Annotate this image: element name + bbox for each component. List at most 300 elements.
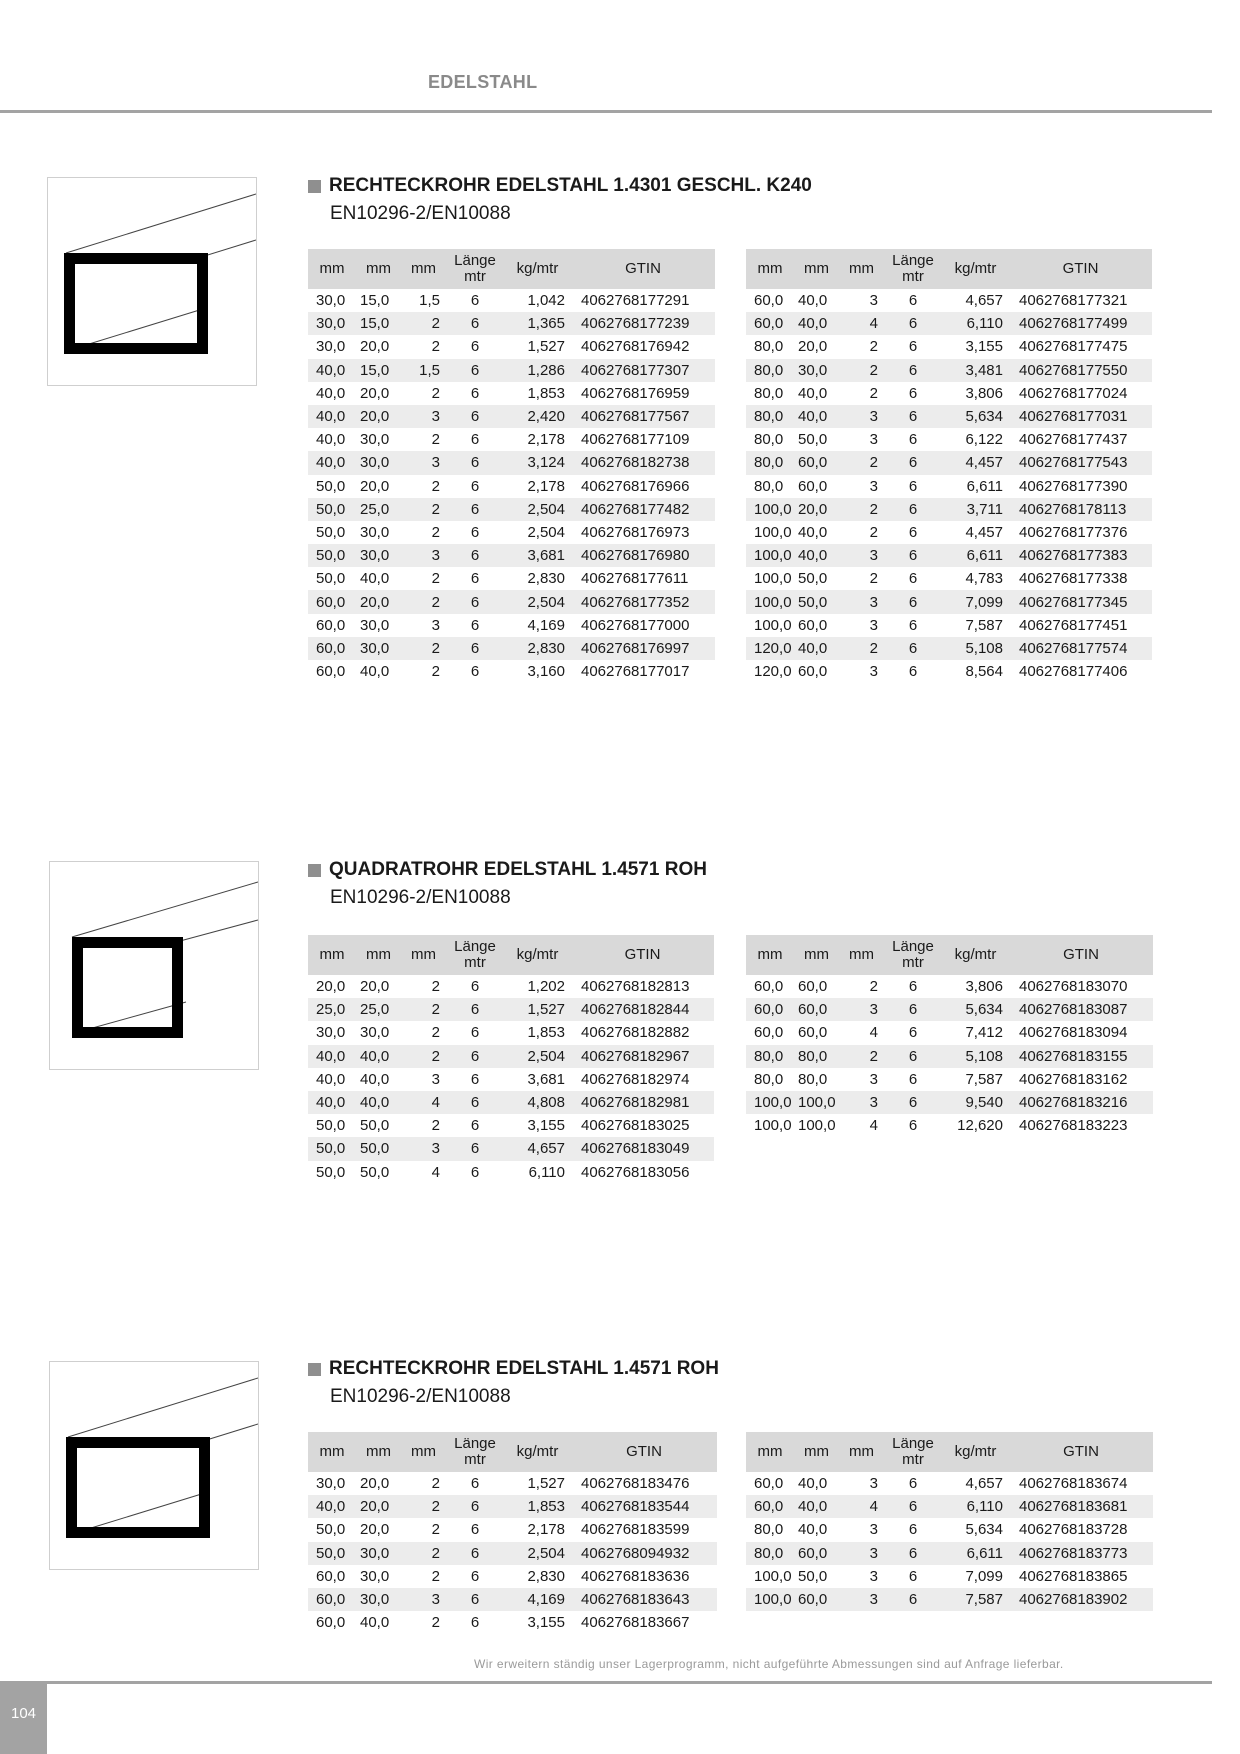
table-row: [308, 637, 715, 660]
table-cell: 60,0: [798, 616, 828, 634]
table-cell: 30,0: [316, 338, 346, 356]
table-cell: 7,587: [942, 1588, 1009, 1611]
table-cell: 1,365: [504, 312, 571, 335]
table-header-row: [308, 935, 714, 975]
table-row: [308, 521, 715, 544]
table-row: [746, 1565, 1153, 1588]
spec-table-right: [746, 935, 1153, 1137]
table-cell: 40,0: [798, 1475, 828, 1493]
table-header-row: [308, 249, 715, 289]
column-header: Länge mtr: [446, 249, 504, 289]
table-row: [746, 590, 1152, 613]
table-cell: 6: [446, 998, 504, 1021]
table-cell: 4062768177000: [581, 616, 690, 634]
column-header: kg/mtr: [942, 249, 1009, 289]
column-header: Länge mtr: [446, 935, 504, 975]
table-cell: 2,178: [527, 431, 565, 449]
table-cell: 4062768183476: [581, 1475, 690, 1493]
table-cell: 6,110: [942, 1495, 1009, 1518]
table-cell: 3: [869, 431, 878, 449]
table-cell: 20,0: [798, 338, 828, 356]
table-cell: 100,0: [794, 1091, 839, 1114]
table-cell: 2: [839, 359, 884, 382]
table-row: [308, 975, 714, 998]
table-cell: 2: [431, 978, 440, 996]
table-cell: 6: [446, 1045, 504, 1068]
table-cell: 60,0: [754, 978, 784, 996]
table-row: [308, 382, 715, 405]
table-cell: 100,0: [746, 1588, 794, 1611]
table-cell: 3: [869, 663, 878, 681]
table-cell: 4: [431, 1163, 440, 1181]
table-cell: 100,0: [798, 1117, 836, 1135]
table-cell: 6: [884, 998, 942, 1021]
table-cell: 3,711: [942, 498, 1009, 521]
table-cell: 2: [401, 1045, 446, 1068]
table-cell: 4062768177499: [1009, 312, 1152, 335]
table-cell: 4062768183162: [1019, 1070, 1128, 1088]
table-cell: 6,110: [942, 312, 1009, 335]
table-cell: 5,634: [965, 1521, 1003, 1539]
rectangular-tube-icon: [48, 178, 256, 385]
column-header: mm: [746, 249, 794, 289]
table-header-row: [308, 1432, 717, 1472]
table-row: [308, 1472, 717, 1495]
table-cell: 100,0: [754, 1117, 792, 1135]
table-cell: 20,0: [360, 477, 390, 495]
table-cell: 6: [884, 359, 942, 382]
table-cell: 20,0: [794, 498, 839, 521]
table-cell: 20,0: [360, 338, 390, 356]
table-cell: 50,0: [316, 1117, 346, 1135]
table-cell: 4062768177024: [1019, 384, 1128, 402]
table-cell: 4062768176959: [581, 384, 690, 402]
table-cell: 2,504: [504, 590, 571, 613]
table-cell: 80,0: [746, 1542, 794, 1565]
table-cell: 3: [431, 616, 440, 634]
table-cell: 1,527: [504, 998, 571, 1021]
table-cell: 15,0: [356, 312, 401, 335]
table-cell: 2: [839, 1045, 884, 1068]
table-row: [746, 521, 1152, 544]
column-header: Länge mtr: [884, 1432, 942, 1472]
table-cell: 30,0: [794, 359, 839, 382]
table-cell: 6: [446, 1495, 504, 1518]
table-cell: 4062768177321: [1019, 292, 1128, 310]
table-cell: 6: [908, 616, 918, 634]
table-cell: 40,0: [794, 544, 839, 567]
table-cell: 120,0: [754, 663, 792, 681]
table-cell: 3: [869, 1475, 878, 1493]
table-cell: 2: [431, 431, 440, 449]
table-cell: 3: [869, 1521, 878, 1539]
table-cell: 3: [839, 1542, 884, 1565]
table-cell: 5,108: [942, 637, 1009, 660]
table-cell: 50,0: [316, 570, 346, 588]
table-row: [308, 544, 715, 567]
table-cell: 4062768177475: [1019, 338, 1128, 356]
table-cell: 25,0: [356, 498, 401, 521]
table-cell: 4062768183216: [1009, 1091, 1153, 1114]
column-header: mm: [794, 935, 839, 975]
table-cell: 2: [869, 384, 878, 402]
table-row: [746, 498, 1152, 521]
table-cell: 3: [869, 1070, 878, 1088]
table-cell: 50,0: [316, 1163, 346, 1181]
table-cell: 60,0: [308, 637, 356, 660]
table-cell: 4062768182882: [581, 1024, 690, 1042]
table-row: [746, 451, 1152, 474]
table-cell: 3: [869, 292, 878, 310]
table-row: [308, 405, 715, 428]
section-title: RECHTECKROHR EDELSTAHL 1.4301 GESCHL. K240: [329, 175, 812, 196]
table-cell: 4062768177390: [1019, 477, 1128, 495]
table-cell: 2,830: [527, 1567, 565, 1585]
table-cell: 3: [431, 1070, 440, 1088]
table-row: [746, 405, 1152, 428]
table-cell: 30,0: [356, 1542, 401, 1565]
table-cell: 2: [431, 1521, 440, 1539]
table-row: [746, 1021, 1153, 1044]
spec-table-right: [746, 249, 1152, 683]
table-cell: 2: [431, 1614, 440, 1632]
table-row: [746, 475, 1152, 498]
table-cell: 4062768177406: [1019, 663, 1128, 681]
table-cell: 4062768177383: [1009, 544, 1152, 567]
table-cell: 60,0: [308, 1588, 356, 1611]
table-cell: 40,0: [360, 570, 390, 588]
table-cell: 4062768183865: [1019, 1567, 1128, 1585]
table-cell: 40,0: [308, 1091, 356, 1114]
table-cell: 3,806: [965, 978, 1003, 996]
table-cell: 4062768183094: [1019, 1024, 1128, 1042]
column-header: mm: [401, 1432, 446, 1472]
table-cell: 20,0: [360, 978, 390, 996]
table-cell: 4062768177307: [571, 359, 715, 382]
table-cell: 60,0: [798, 477, 828, 495]
table-cell: 20,0: [360, 384, 390, 402]
table-cell: 6,110: [528, 1163, 565, 1181]
table-row: [308, 289, 715, 312]
table-cell: 30,0: [360, 431, 390, 449]
bullet-square-icon: [308, 180, 321, 193]
table-cell: 50,0: [316, 523, 346, 541]
footer-divider: [47, 1681, 1212, 1684]
table-cell: 40,0: [798, 292, 828, 310]
table-cell: 7,412: [965, 1024, 1003, 1042]
column-header: mm: [794, 249, 839, 289]
table-row: [746, 1068, 1153, 1091]
table-row: [308, 1068, 714, 1091]
table-cell: 40,0: [316, 384, 346, 402]
table-cell: 80,0: [798, 1070, 828, 1088]
rectangular-tube-icon: [50, 1362, 258, 1569]
table-cell: 6: [446, 1137, 504, 1160]
table-cell: 1,527: [527, 338, 565, 356]
table-row: [308, 1045, 714, 1068]
table-cell: 30,0: [356, 544, 401, 567]
table-cell: 3: [869, 477, 878, 495]
table-cell: 4,808: [504, 1091, 571, 1114]
table-cell: 6: [470, 477, 480, 495]
table-cell: 6: [470, 523, 480, 541]
table-cell: 6: [908, 431, 918, 449]
table-cell: 40,0: [356, 1045, 401, 1068]
table-cell: 4,783: [965, 570, 1003, 588]
table-cell: 6: [884, 637, 942, 660]
table-cell: 2: [431, 1475, 440, 1493]
table-cell: 4062768182974: [581, 1070, 690, 1088]
table-cell: 4: [401, 1091, 446, 1114]
table-row: [308, 1091, 714, 1114]
table-cell: 4062768177611: [581, 570, 689, 588]
table-cell: 40,0: [798, 1521, 828, 1539]
table-row: [746, 1518, 1153, 1541]
table-cell: 6: [908, 1117, 918, 1135]
header-title: EDELSTAHL: [428, 72, 538, 92]
table-cell: 5,634: [942, 998, 1009, 1021]
table-row: [746, 1542, 1153, 1565]
spec-table-left: [308, 1432, 717, 1634]
section-title-row: [308, 857, 707, 883]
table-cell: 6: [908, 477, 918, 495]
table-cell: 6: [446, 405, 504, 428]
table-cell: 3: [839, 1091, 884, 1114]
table-cell: 60,0: [308, 590, 356, 613]
table-row: [308, 998, 714, 1021]
table-cell: 60,0: [746, 998, 794, 1021]
table-cell: 2: [839, 498, 884, 521]
table-cell: 7,099: [942, 590, 1009, 613]
table-cell: 4: [869, 1024, 878, 1042]
table-cell: 100,0: [754, 523, 792, 541]
table-row: [308, 359, 715, 382]
table-cell: 2,504: [504, 498, 571, 521]
table-cell: 6: [908, 570, 918, 588]
table-cell: 40,0: [316, 1070, 346, 1088]
table-cell: 6: [470, 384, 480, 402]
table-cell: 2: [431, 477, 440, 495]
column-header: mm: [401, 249, 446, 289]
table-cell: 4: [869, 1117, 878, 1135]
table-cell: 4062768177352: [571, 590, 715, 613]
table-cell: 2: [431, 523, 440, 541]
table-row: [746, 382, 1152, 405]
table-cell: 2: [869, 338, 878, 356]
table-cell: 1,5: [419, 292, 440, 310]
table-cell: 6: [470, 1117, 480, 1135]
table-cell: 6: [446, 1091, 504, 1114]
table-cell: 20,0: [356, 1495, 401, 1518]
table-cell: 2: [431, 1567, 440, 1585]
column-header: kg/mtr: [504, 1432, 571, 1472]
table-cell: 6: [470, 1070, 480, 1088]
table-cell: 4062768183728: [1019, 1521, 1128, 1539]
table-cell: 60,0: [798, 663, 828, 681]
table-row: [746, 289, 1152, 312]
table-row: [308, 1137, 714, 1160]
table-cell: 50,0: [356, 1137, 401, 1160]
table-cell: 40,0: [794, 312, 839, 335]
table-cell: 120,0: [746, 637, 794, 660]
table-cell: 2,504: [504, 1542, 571, 1565]
table-cell: 50,0: [798, 431, 828, 449]
table-cell: 20,0: [356, 590, 401, 613]
table-cell: 2: [401, 590, 446, 613]
table-cell: 40,0: [360, 663, 390, 681]
table-cell: 2,178: [527, 477, 565, 495]
table-cell: 6: [446, 1542, 504, 1565]
table-cell: 3: [839, 544, 884, 567]
table-cell: 6: [908, 384, 918, 402]
table-cell: 6: [884, 544, 942, 567]
table-cell: 4062768177376: [1019, 523, 1128, 541]
table-cell: 4062768094932: [571, 1542, 717, 1565]
table-cell: 50,0: [798, 1567, 828, 1585]
table-cell: 3: [401, 405, 446, 428]
table-cell: 40,0: [308, 1045, 356, 1068]
table-cell: 3: [839, 998, 884, 1021]
table-cell: 60,0: [754, 1024, 784, 1042]
table-cell: 3,806: [965, 384, 1003, 402]
table-cell: 4062768183025: [581, 1117, 690, 1135]
bullet-square-icon: [308, 1363, 321, 1376]
table-cell: 4062768177482: [571, 498, 715, 521]
table-row: [746, 1472, 1153, 1495]
table-cell: 40,0: [794, 1495, 839, 1518]
table-cell: 6: [884, 451, 942, 474]
table-cell: 30,0: [316, 292, 346, 310]
table-row: [746, 660, 1152, 683]
table-cell: 3,481: [942, 359, 1009, 382]
table-cell: 4062768177437: [1019, 431, 1128, 449]
table-row: [746, 1588, 1153, 1611]
table-cell: 6: [446, 498, 504, 521]
table-cell: 6: [908, 1475, 918, 1493]
table-cell: 6: [470, 1521, 480, 1539]
table-cell: 4062768183681: [1009, 1495, 1153, 1518]
table-cell: 50,0: [798, 570, 828, 588]
table-cell: 3: [869, 1567, 878, 1585]
table-cell: 60,0: [316, 616, 346, 634]
table-cell: 40,0: [316, 431, 346, 449]
table-cell: 1,202: [527, 978, 565, 996]
table-cell: 6: [446, 637, 504, 660]
spec-table-left: [308, 249, 715, 683]
column-header: GTIN: [571, 249, 715, 289]
table-cell: 6: [908, 1070, 918, 1088]
table-cell: 60,0: [746, 1495, 794, 1518]
table-row: [308, 1565, 717, 1588]
table-cell: 4062768183599: [581, 1521, 690, 1539]
column-header: kg/mtr: [504, 935, 571, 975]
table-cell: 4062768183674: [1019, 1475, 1128, 1493]
table-cell: 3: [401, 1588, 446, 1611]
table-cell: 6: [908, 523, 918, 541]
table-cell: 6,611: [942, 544, 1009, 567]
table-cell: 9,540: [942, 1091, 1009, 1114]
table-cell: 40,0: [308, 1495, 356, 1518]
table-cell: 40,0: [308, 359, 356, 382]
table-cell: 80,0: [754, 1070, 784, 1088]
table-cell: 6: [470, 570, 480, 588]
table-cell: 2: [401, 312, 446, 335]
table-cell: 3: [839, 590, 884, 613]
table-header-row: [746, 1432, 1153, 1472]
table-cell: 6: [884, 1495, 942, 1518]
table-cell: 2,178: [527, 1521, 565, 1539]
table-cell: 4062768183902: [1009, 1588, 1153, 1611]
table-cell: 5,108: [942, 1045, 1009, 1068]
table-row: [746, 567, 1152, 590]
table-cell: 100,0: [754, 616, 792, 634]
table-row: [746, 614, 1152, 637]
table-row: [746, 1495, 1153, 1518]
table-row: [308, 1161, 714, 1184]
table-cell: 20,0: [356, 405, 401, 428]
column-header: GTIN: [571, 1432, 717, 1472]
table-cell: 25,0: [356, 998, 401, 1021]
table-cell: 6: [908, 1024, 918, 1042]
table-cell: 4062768178113: [1009, 498, 1152, 521]
table-cell: 80,0: [794, 1045, 839, 1068]
table-cell: 80,0: [754, 338, 784, 356]
table-row: [308, 335, 715, 358]
column-header: Länge mtr: [884, 935, 942, 975]
table-cell: 50,0: [316, 1521, 346, 1539]
table-cell: 20,0: [316, 978, 346, 996]
table-cell: 4,457: [942, 451, 1009, 474]
column-header: Länge mtr: [446, 1432, 504, 1472]
table-row: [746, 998, 1153, 1021]
column-header: mm: [839, 249, 884, 289]
table-cell: 50,0: [308, 1137, 356, 1160]
table-cell: 60,0: [798, 1024, 828, 1042]
column-header: mm: [308, 249, 356, 289]
table-cell: 40,0: [798, 384, 828, 402]
table-cell: 6: [908, 978, 918, 996]
table-cell: 60,0: [746, 312, 794, 335]
section-title-row: [308, 1356, 719, 1382]
table-cell: 4062768177451: [1019, 616, 1128, 634]
table-cell: 30,0: [360, 616, 390, 634]
table-cell: 2: [431, 1024, 440, 1042]
table-cell: 3: [401, 1137, 446, 1160]
table-cell: 3,160: [527, 663, 565, 681]
table-row: [746, 335, 1152, 358]
table-row: [308, 614, 715, 637]
table-cell: 40,0: [356, 1091, 401, 1114]
table-cell: 6: [470, 1475, 480, 1493]
table-cell: 4062768182813: [581, 978, 690, 996]
table-cell: 4062768176973: [581, 523, 690, 541]
table-cell: 2: [869, 978, 878, 996]
table-cell: 6: [908, 1567, 918, 1585]
table-cell: 4062768176942: [581, 338, 690, 356]
table-cell: 3: [869, 616, 878, 634]
table-cell: 4062768183223: [1019, 1117, 1128, 1135]
table-cell: 4,169: [504, 1588, 571, 1611]
table-row: [746, 544, 1152, 567]
table-cell: 80,0: [746, 1045, 794, 1068]
table-cell: 25,0: [308, 998, 356, 1021]
table-cell: 6: [884, 498, 942, 521]
table-cell: 4062768177345: [1009, 590, 1152, 613]
table-cell: 6: [446, 312, 504, 335]
rectangular-tube-illustration: [47, 177, 257, 386]
header-divider: [0, 110, 1212, 113]
table-cell: 2,830: [504, 637, 571, 660]
